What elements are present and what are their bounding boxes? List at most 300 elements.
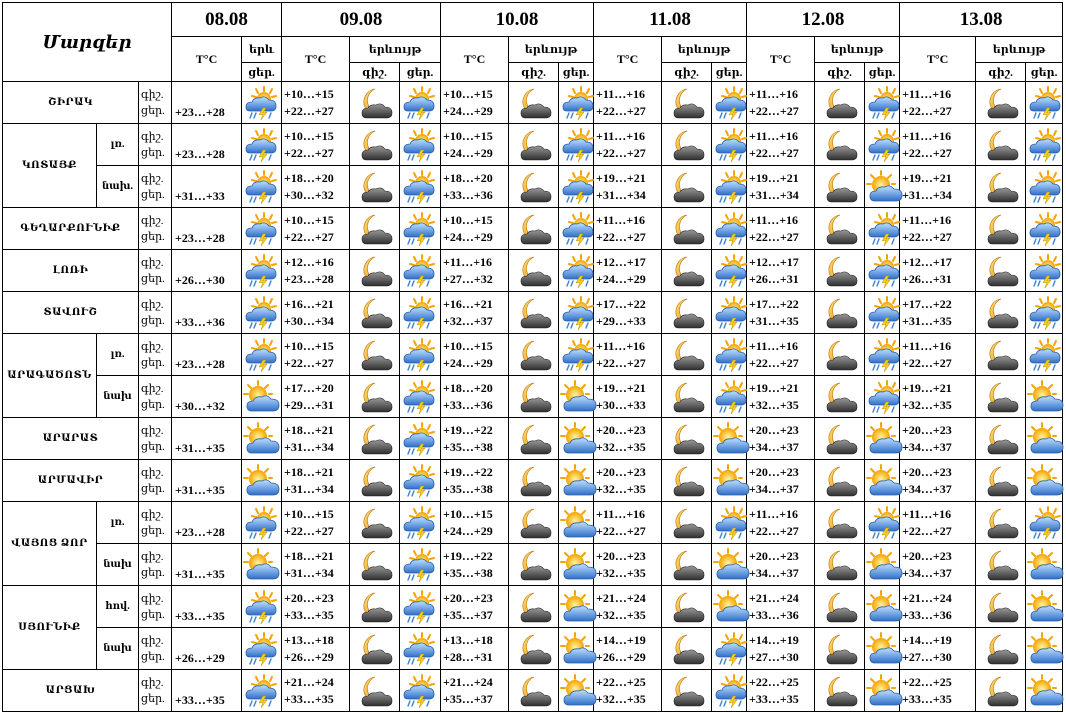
weather-cell	[350, 292, 400, 334]
date-header: 08.08	[172, 3, 282, 37]
temperature-range	[282, 502, 350, 544]
weather-cell	[712, 82, 747, 124]
temperature-day: +31…+33	[172, 166, 242, 208]
weather-cell	[712, 418, 747, 460]
weather-cell	[712, 544, 747, 586]
night-label: գիշ.	[141, 88, 164, 101]
temperature-day: +35…+37	[443, 607, 493, 622]
temperature-day: +35…+38	[443, 439, 493, 454]
temperature-night: +19…+22	[443, 422, 493, 437]
temperature-day: +33…+36	[443, 397, 493, 412]
temperature-range	[900, 544, 976, 586]
table-row	[3, 82, 1063, 124]
moon-cloud-icon	[355, 421, 395, 457]
temperature-day: +22…+27	[284, 229, 334, 244]
moon-cloud-icon	[355, 85, 395, 121]
temperature-day: +32…+35	[902, 397, 952, 412]
weather-cell	[559, 250, 594, 292]
sun-cloud-lightning-rain-icon	[400, 379, 440, 415]
sun-cloud-lightning-rain-icon	[1026, 505, 1066, 541]
weather-cell	[400, 208, 441, 250]
sun-cloud-lightning-rain-icon	[400, 505, 440, 541]
sun-behind-cloud-icon	[1026, 379, 1066, 415]
temperature-day: +22…+27	[902, 229, 952, 244]
weather-cell	[662, 670, 712, 712]
date-header: 12.08	[747, 3, 900, 37]
weather-cell	[712, 628, 747, 670]
sun-cloud-lightning-rain-icon	[242, 85, 282, 121]
phenomenon-header: երևույթ	[350, 37, 441, 63]
weather-cell	[662, 376, 712, 418]
sun-cloud-lightning-rain-icon	[1026, 127, 1066, 163]
temperature-range	[282, 628, 350, 670]
temperature-day: +32…+35	[596, 565, 646, 580]
temperature-range	[441, 670, 509, 712]
temperature-night: +13…+18	[443, 632, 493, 647]
weather-cell	[976, 292, 1026, 334]
temperature-day: +33…+36	[443, 187, 493, 202]
temperature-night: +19…+22	[443, 464, 493, 479]
sun-cloud-lightning-rain-icon	[400, 253, 440, 289]
temperature-day: +22…+27	[749, 523, 799, 538]
weather-cell	[712, 502, 747, 544]
temperature-day: +34…+37	[749, 565, 799, 580]
night-label: գիշ.	[141, 130, 164, 143]
time-of-day-label	[139, 208, 172, 250]
temperature-night: +11…+16	[902, 338, 952, 353]
weather-cell	[242, 376, 282, 418]
temperature-range	[282, 586, 350, 628]
temperature-day: +34…+37	[902, 481, 952, 496]
temperature-night: +22…+25	[596, 674, 646, 689]
temperature-range	[900, 376, 976, 418]
weather-cell	[242, 544, 282, 586]
moon-cloud-icon	[355, 211, 395, 247]
weather-cell	[509, 544, 559, 586]
weather-cell	[400, 124, 441, 166]
time-of-day-label	[139, 544, 172, 586]
weather-cell	[350, 460, 400, 502]
temp-header: T°C	[441, 37, 509, 82]
weather-cell	[662, 544, 712, 586]
weather-cell	[509, 460, 559, 502]
moon-cloud-icon	[981, 379, 1021, 415]
phenomenon-header: երևույթ	[815, 37, 900, 63]
temperature-range	[594, 124, 662, 166]
temperature-day: +24…+29	[443, 229, 493, 244]
temperature-day: +34…+37	[902, 439, 952, 454]
temperature-night: +21…+24	[443, 674, 493, 689]
sun-cloud-lightning-rain-icon	[1026, 295, 1066, 331]
temperature-night: +18…+21	[284, 422, 334, 437]
weather-cell	[559, 334, 594, 376]
moon-cloud-icon	[667, 463, 707, 499]
temperature-day: +34…+37	[902, 565, 952, 580]
weather-cell	[976, 250, 1026, 292]
time-of-day-label	[139, 124, 172, 166]
moon-cloud-icon	[981, 337, 1021, 373]
time-of-day-label	[139, 292, 172, 334]
weather-cell	[509, 586, 559, 628]
temperature-night: +19…+21	[749, 170, 799, 185]
temperature-night: +21…+24	[284, 674, 334, 689]
temperature-night: +18…+20	[284, 170, 334, 185]
weather-cell	[712, 250, 747, 292]
temperature-night: +10…+15	[443, 338, 493, 353]
weather-cell	[1026, 418, 1063, 460]
time-of-day-label	[139, 586, 172, 628]
day-label: ցեր.	[141, 566, 165, 579]
weather-cell	[976, 502, 1026, 544]
weather-cell	[400, 586, 441, 628]
weather-cell	[865, 82, 900, 124]
temperature-range	[594, 250, 662, 292]
weather-cell	[1026, 292, 1063, 334]
night-label: գիշ.	[141, 340, 164, 353]
time-of-day-label	[139, 376, 172, 418]
time-of-day-header: գիշ.	[350, 63, 400, 82]
temperature-night: +14…+19	[749, 632, 799, 647]
moon-cloud-icon	[820, 547, 860, 583]
moon-cloud-icon	[514, 295, 554, 331]
region-name: ԱՐԱԳԱԾՈՏՆ	[3, 334, 97, 418]
moon-cloud-icon	[667, 631, 707, 667]
weather-cell	[509, 670, 559, 712]
temperature-night: +11…+16	[596, 86, 646, 101]
weather-cell	[815, 292, 865, 334]
temperature-day: +22…+27	[902, 355, 952, 370]
weather-cell	[662, 586, 712, 628]
temperature-day: +26…+29	[596, 649, 646, 664]
sun-behind-cloud-icon	[242, 463, 282, 499]
temperature-range	[441, 376, 509, 418]
temperature-night: +20…+23	[596, 422, 646, 437]
moon-cloud-icon	[514, 463, 554, 499]
temperature-range	[747, 334, 815, 376]
time-of-day-label	[139, 418, 172, 460]
temperature-day: +24…+29	[596, 271, 646, 286]
sun-behind-cloud-icon	[1026, 673, 1066, 709]
temperature-range	[900, 586, 976, 628]
night-label: գիշ.	[141, 298, 164, 311]
table-row	[3, 376, 1063, 418]
weather-cell	[559, 544, 594, 586]
temperature-range	[900, 292, 976, 334]
day-label: ցեր.	[141, 104, 165, 117]
weather-cell	[509, 208, 559, 250]
temperature-night: +20…+23	[596, 464, 646, 479]
sun-cloud-lightning-rain-icon	[242, 127, 282, 163]
weather-cell	[976, 166, 1026, 208]
moon-cloud-icon	[355, 337, 395, 373]
moon-cloud-icon	[355, 589, 395, 625]
weather-cell	[815, 586, 865, 628]
date-header: 09.08	[282, 3, 441, 37]
night-label: գիշ.	[141, 466, 164, 479]
temperature-night: +13…+18	[284, 632, 334, 647]
time-of-day-header: գիշ.	[815, 63, 865, 82]
temperature-day: +29…+31	[284, 397, 334, 412]
night-label: գիշ.	[141, 172, 164, 185]
weather-cell	[662, 334, 712, 376]
regions-title: Մարզեր	[3, 3, 172, 82]
temperature-range	[441, 82, 509, 124]
weather-cell	[242, 586, 282, 628]
weather-cell	[712, 334, 747, 376]
phenomenon-header: երևույթ	[509, 37, 594, 63]
temperature-day: +27…+32	[443, 271, 493, 286]
region-name: ՍՅՈՒՆԻՔ	[3, 586, 97, 670]
sun-cloud-lightning-rain-icon	[400, 295, 440, 331]
temperature-night: +17…+22	[902, 296, 952, 311]
temperature-night: +11…+16	[749, 338, 799, 353]
sun-behind-cloud-icon	[1026, 631, 1066, 667]
phenomenon-header: երևույթ	[976, 37, 1063, 63]
moon-cloud-icon	[981, 211, 1021, 247]
weather-cell	[865, 502, 900, 544]
moon-cloud-icon	[981, 589, 1021, 625]
night-label: գիշ.	[141, 634, 164, 647]
weather-cell	[1026, 670, 1063, 712]
temperature-day: +33…+36	[172, 292, 242, 334]
time-of-day-label	[139, 166, 172, 208]
temperature-day: +30…+33	[596, 397, 646, 412]
temperature-night: +10…+15	[284, 86, 334, 101]
temperature-range	[594, 670, 662, 712]
time-of-day-header: գիշ.	[976, 63, 1026, 82]
sun-cloud-lightning-rain-icon	[242, 295, 282, 331]
weather-cell	[400, 166, 441, 208]
night-label: գիշ.	[141, 256, 164, 269]
weather-cell	[662, 82, 712, 124]
weather-cell	[509, 166, 559, 208]
temperature-night: +18…+20	[443, 170, 493, 185]
temperature-range	[747, 544, 815, 586]
moon-cloud-icon	[820, 337, 860, 373]
temperature-range	[747, 82, 815, 124]
weather-cell	[662, 208, 712, 250]
moon-cloud-icon	[820, 253, 860, 289]
weather-cell	[242, 82, 282, 124]
sun-cloud-lightning-rain-icon	[1026, 253, 1066, 289]
weather-cell	[559, 670, 594, 712]
weather-cell	[976, 376, 1026, 418]
weather-cell	[350, 82, 400, 124]
temperature-night: +11…+16	[749, 128, 799, 143]
temperature-night: +17…+22	[749, 296, 799, 311]
sun-cloud-lightning-rain-icon	[1026, 85, 1066, 121]
sun-cloud-lightning-rain-icon	[242, 631, 282, 667]
region-name: ԱՐԱՐԱՏ	[3, 418, 139, 460]
temperature-night: +20…+23	[749, 548, 799, 563]
temperature-night: +18…+21	[284, 548, 334, 563]
weather-cell	[662, 250, 712, 292]
temperature-night: +20…+23	[902, 464, 952, 479]
weather-cell	[509, 376, 559, 418]
temperature-day: +31…+34	[596, 187, 646, 202]
moon-cloud-icon	[820, 211, 860, 247]
day-label: ցեր.	[141, 692, 165, 705]
weather-cell	[350, 544, 400, 586]
temperature-day: +33…+36	[749, 607, 799, 622]
subregion-label: նախ.	[97, 166, 139, 208]
table-row	[3, 208, 1063, 250]
weather-cell	[712, 124, 747, 166]
time-of-day-label	[139, 460, 172, 502]
temperature-day: +32…+35	[596, 691, 646, 706]
sun-cloud-lightning-rain-icon	[400, 211, 440, 247]
moon-cloud-icon	[667, 379, 707, 415]
sun-behind-cloud-icon	[1026, 463, 1066, 499]
weather-cell	[662, 460, 712, 502]
sun-cloud-lightning-rain-icon	[242, 337, 282, 373]
sun-behind-cloud-icon	[242, 421, 282, 457]
subregion-label: լռ.	[97, 124, 139, 166]
weather-cell	[242, 628, 282, 670]
weather-cell	[815, 502, 865, 544]
weather-cell	[976, 628, 1026, 670]
weather-cell	[559, 208, 594, 250]
temperature-day: +24…+29	[443, 103, 493, 118]
moon-cloud-icon	[514, 673, 554, 709]
weather-cell	[976, 334, 1026, 376]
moon-cloud-icon	[820, 85, 860, 121]
weather-cell	[976, 124, 1026, 166]
weather-cell	[559, 376, 594, 418]
weather-cell	[865, 376, 900, 418]
moon-cloud-icon	[820, 589, 860, 625]
temperature-day: +22…+27	[596, 145, 646, 160]
table-row	[3, 334, 1063, 376]
weather-cell	[1026, 82, 1063, 124]
weather-cell	[865, 166, 900, 208]
region-name: ԱՐՑԱԽ	[3, 670, 139, 712]
weather-cell	[350, 670, 400, 712]
temperature-day: +31…+35	[172, 418, 242, 460]
temperature-day: +33…+36	[902, 607, 952, 622]
temperature-range	[282, 124, 350, 166]
weather-cell	[1026, 460, 1063, 502]
moon-cloud-icon	[355, 295, 395, 331]
temperature-day: +33…+35	[284, 691, 334, 706]
temperature-night: +11…+16	[749, 86, 799, 101]
temperature-day: +35…+38	[443, 565, 493, 580]
table-row	[3, 124, 1063, 166]
weather-cell	[815, 334, 865, 376]
temperature-night: +19…+21	[596, 380, 646, 395]
temperature-range	[441, 502, 509, 544]
moon-cloud-icon	[514, 421, 554, 457]
temperature-night: +16…+21	[284, 296, 334, 311]
temperature-day: +22…+27	[596, 355, 646, 370]
temperature-day: +26…+31	[902, 271, 952, 286]
weather-cell	[400, 544, 441, 586]
temperature-range	[747, 628, 815, 670]
temperature-night: +17…+20	[284, 380, 334, 395]
temperature-range	[900, 418, 976, 460]
sun-behind-cloud-icon	[1026, 421, 1066, 457]
weather-cell	[976, 586, 1026, 628]
weather-cell	[400, 670, 441, 712]
weather-cell	[509, 334, 559, 376]
weather-cell	[712, 208, 747, 250]
moon-cloud-icon	[981, 463, 1021, 499]
table-row	[3, 460, 1063, 502]
time-of-day-label	[139, 82, 172, 124]
temperature-range	[594, 82, 662, 124]
temperature-day: +22…+27	[284, 145, 334, 160]
time-of-day-header: ցեր.	[400, 63, 441, 82]
table-row	[3, 166, 1063, 208]
temperature-night: +16…+21	[443, 296, 493, 311]
day-label: ցեր.	[141, 188, 165, 201]
temperature-night: +12…+17	[749, 254, 799, 269]
day-label: ցեր.	[141, 314, 165, 327]
table-row	[3, 292, 1063, 334]
temperature-range	[282, 376, 350, 418]
moon-cloud-icon	[355, 379, 395, 415]
weather-cell	[350, 250, 400, 292]
moon-cloud-icon	[820, 673, 860, 709]
temperature-night: +20…+23	[596, 548, 646, 563]
weather-cell	[242, 124, 282, 166]
temperature-night: +17…+22	[596, 296, 646, 311]
weather-cell	[662, 502, 712, 544]
temperature-range	[282, 418, 350, 460]
weather-cell	[865, 670, 900, 712]
temperature-day: +31…+34	[284, 439, 334, 454]
temperature-range	[282, 208, 350, 250]
temperature-range	[900, 208, 976, 250]
time-of-day-header: ցեր.	[865, 63, 900, 82]
weather-cell	[242, 334, 282, 376]
temperature-night: +11…+16	[596, 212, 646, 227]
temperature-range	[900, 334, 976, 376]
sun-cloud-lightning-rain-icon	[242, 673, 282, 709]
phenomenon-header: երևույթ	[662, 37, 747, 63]
moon-cloud-icon	[820, 127, 860, 163]
night-label: գիշ.	[141, 676, 164, 689]
temperature-day: +31…+34	[284, 565, 334, 580]
region-name: ԳԵՂԱՐՔՈՒՆԻՔ	[3, 208, 139, 250]
moon-cloud-icon	[981, 295, 1021, 331]
weather-cell	[815, 82, 865, 124]
temperature-range	[282, 82, 350, 124]
temperature-range	[747, 208, 815, 250]
weather-cell	[559, 418, 594, 460]
temperature-range	[282, 544, 350, 586]
temperature-range	[900, 82, 976, 124]
temperature-day: +30…+32	[284, 187, 334, 202]
temperature-range	[441, 250, 509, 292]
temperature-range	[441, 544, 509, 586]
sun-cloud-lightning-rain-icon	[1026, 337, 1066, 373]
weather-cell	[242, 292, 282, 334]
moon-cloud-icon	[981, 253, 1021, 289]
moon-cloud-icon	[514, 85, 554, 121]
temperature-night: +11…+16	[596, 506, 646, 521]
temperature-night: +11…+16	[749, 506, 799, 521]
temperature-range	[441, 292, 509, 334]
day-label: ցեր.	[141, 482, 165, 495]
weather-cell	[1026, 502, 1063, 544]
temperature-night: +19…+21	[596, 170, 646, 185]
temperature-night: +11…+16	[596, 338, 646, 353]
temperature-range	[441, 334, 509, 376]
temperature-day: +31…+34	[749, 187, 799, 202]
time-of-day-label	[139, 250, 172, 292]
temperature-night: +11…+16	[902, 86, 952, 101]
